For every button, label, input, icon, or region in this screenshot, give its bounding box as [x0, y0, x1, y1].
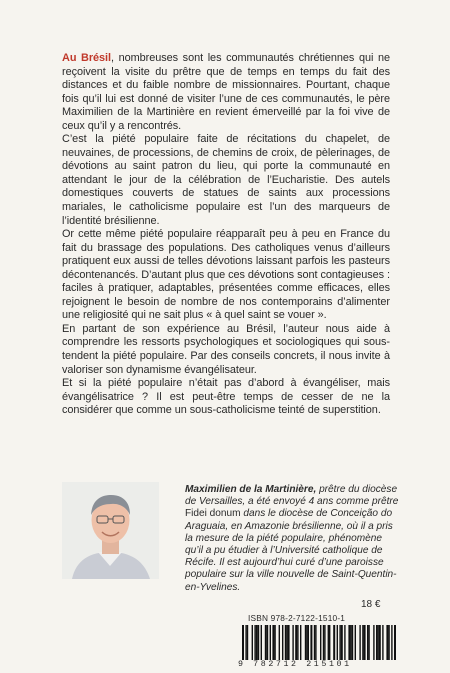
barcode-bar: [386, 625, 388, 661]
paragraph-2: C’est la piété populaire faite de récitations du chapelet, de neuvaines, de processions, de chemins de croix, de pèlerinages, de dévotions au saint patron du lieu, qui porte la communauté en attendant le jour de la célébration de l’Eucharistie. Des autels domestiques couverts de statues de saints aux processions mariales, le catholicisme populaire est l’un des marqueurs de l’identité brésilienne.: [62, 133, 390, 227]
barcode-bar: [288, 625, 290, 661]
barcode-bar: [267, 625, 268, 661]
barcode-bar: [348, 625, 350, 661]
barcode-bar: [254, 625, 255, 661]
barcode-bar: [333, 625, 335, 661]
barcode-bar: [265, 625, 267, 661]
barcode-bar: [352, 625, 353, 661]
author-bio-fidei: Fidei donum: [185, 508, 241, 520]
barcode-bar: [308, 625, 309, 661]
author-portrait-image: [62, 482, 159, 579]
barcode-bar: [252, 625, 253, 661]
barcode-bar: [328, 625, 329, 661]
barcode-bar: [320, 625, 321, 661]
barcode-bar: [315, 625, 316, 661]
paragraph-1-text: , nombreuses sont les communautés chrétiennes qui ne reçoivent la visite du prêtre que de temps en temps du fait des distances et du faible nombre de missionnaires. Pourtant, chaque fois qu’il lui est donné de visiter l’une de ces communautés, le père Maximilien de la Martinière en revient émerveillé par la foi vive de ceux qu’il y a rencontrés.: [62, 52, 390, 132]
barcode-bar: [272, 625, 274, 661]
barcode-bar: [305, 625, 306, 661]
paragraph-5: Et si la piété populaire n’était pas d’abord à évangéliser, mais évangélisatrice ? Il est peut-être temps de cesser de ne la considérer que comme un sous-catholicisme teinté de superstition.: [62, 377, 390, 417]
barcode-bar: [367, 625, 368, 661]
barcode-bar: [242, 625, 244, 665]
barcode-bar: [379, 625, 381, 661]
barcode-bar: [339, 625, 340, 661]
barcode-bar: [314, 625, 315, 661]
barcode-bar: [297, 625, 298, 661]
paragraph-1: [62, 52, 390, 133]
paragraph-3: Or cette même piété populaire réapparaît peu à peu en France du fait du brassage des populations. Des catholiques venus d’ailleurs pratiquent eux aussi de telles dévotions laissant parfois les pasteurs décontenancés. D’autant plus que ces dévotions sont contagieuses : faciles à pratiquer, adaptables, présentées comme efficaces, elles rejoignent le besoin de nombre de nos contemporains d’alimenter une religiosité qui ne sait plus « à quel saint se vouer ».: [62, 228, 390, 322]
barcode-bar: [261, 625, 262, 661]
barcode-bar: [329, 625, 330, 661]
barcode-bar: [282, 625, 283, 661]
barcode-bar: [324, 625, 325, 661]
barcode-bar: [295, 625, 297, 661]
barcode-bar: [359, 625, 360, 661]
barcode-bar: [394, 625, 396, 665]
barcode-bar: [279, 625, 280, 661]
barcode-bar: [364, 625, 366, 661]
price: 18 €: [361, 599, 381, 610]
barcode-bar: [285, 625, 286, 661]
barcode-bar: [300, 625, 301, 661]
barcode-bar: [355, 625, 356, 661]
barcode-bar: [391, 625, 392, 665]
paragraph-4: En partant de son expérience au Brésil, l’auteur nous aide à comprendre les ressorts psychologiques et sociologiques qui sous-tendent la piété populaire. Par des conseils concrets, il nous invite à valoriser son dynamisme évangélisateur.: [62, 322, 390, 376]
barcode-bar: [344, 625, 345, 661]
isbn-text: ISBN 978-2-7122-1510-1: [248, 613, 346, 623]
barcode-bar: [274, 625, 275, 661]
barcode-bar: [247, 625, 248, 661]
barcode-bar: [306, 625, 307, 661]
barcode-bar: [270, 625, 271, 661]
back-cover-blurb: [62, 52, 390, 418]
barcode-bar: [382, 625, 383, 661]
barcode-bar: [310, 625, 312, 661]
barcode-bar: [337, 625, 338, 661]
author-bio: [185, 484, 399, 594]
barcode-bar: [376, 625, 377, 661]
author-name: Maximilien de la Martinière,: [185, 484, 317, 495]
barcode-digits: 9 782712 215101: [236, 660, 400, 669]
barcode-bar: [323, 625, 324, 661]
barcode-bar: [256, 625, 257, 661]
barcode-bar: [362, 625, 363, 661]
barcode-bar: [292, 625, 293, 661]
barcode-bar: [257, 625, 259, 661]
author-block: [62, 482, 399, 593]
barcode-bar: [388, 625, 389, 661]
barcode-bar: [341, 625, 343, 661]
author-photo: [62, 482, 159, 579]
lead-text: Au Brésil: [62, 52, 112, 64]
barcode-bar: [368, 625, 369, 661]
barcode-bar: [373, 625, 374, 661]
barcode-bar: [350, 625, 351, 661]
barcode-bar: [377, 625, 378, 661]
barcode-bar: [245, 625, 246, 665]
author-bio-part-b: dans le diocèse de Conceição do Araguaia, en Amazonie brésilienne, où il a pris la mesure de la piété populaire, phénomène qu’il a pu étudier à l’Université catholique de Récife. Il est aujourd’hui curé d’une paroisse populaire sur la ville nouvelle de Saint-Quentin-en-Yvelines.: [185, 508, 397, 593]
barcode-bar: [286, 625, 287, 661]
author-bio-part-a: prêtre du diocèse de Versailles, a été envoyé 4 ans comme prêtre: [185, 484, 399, 508]
